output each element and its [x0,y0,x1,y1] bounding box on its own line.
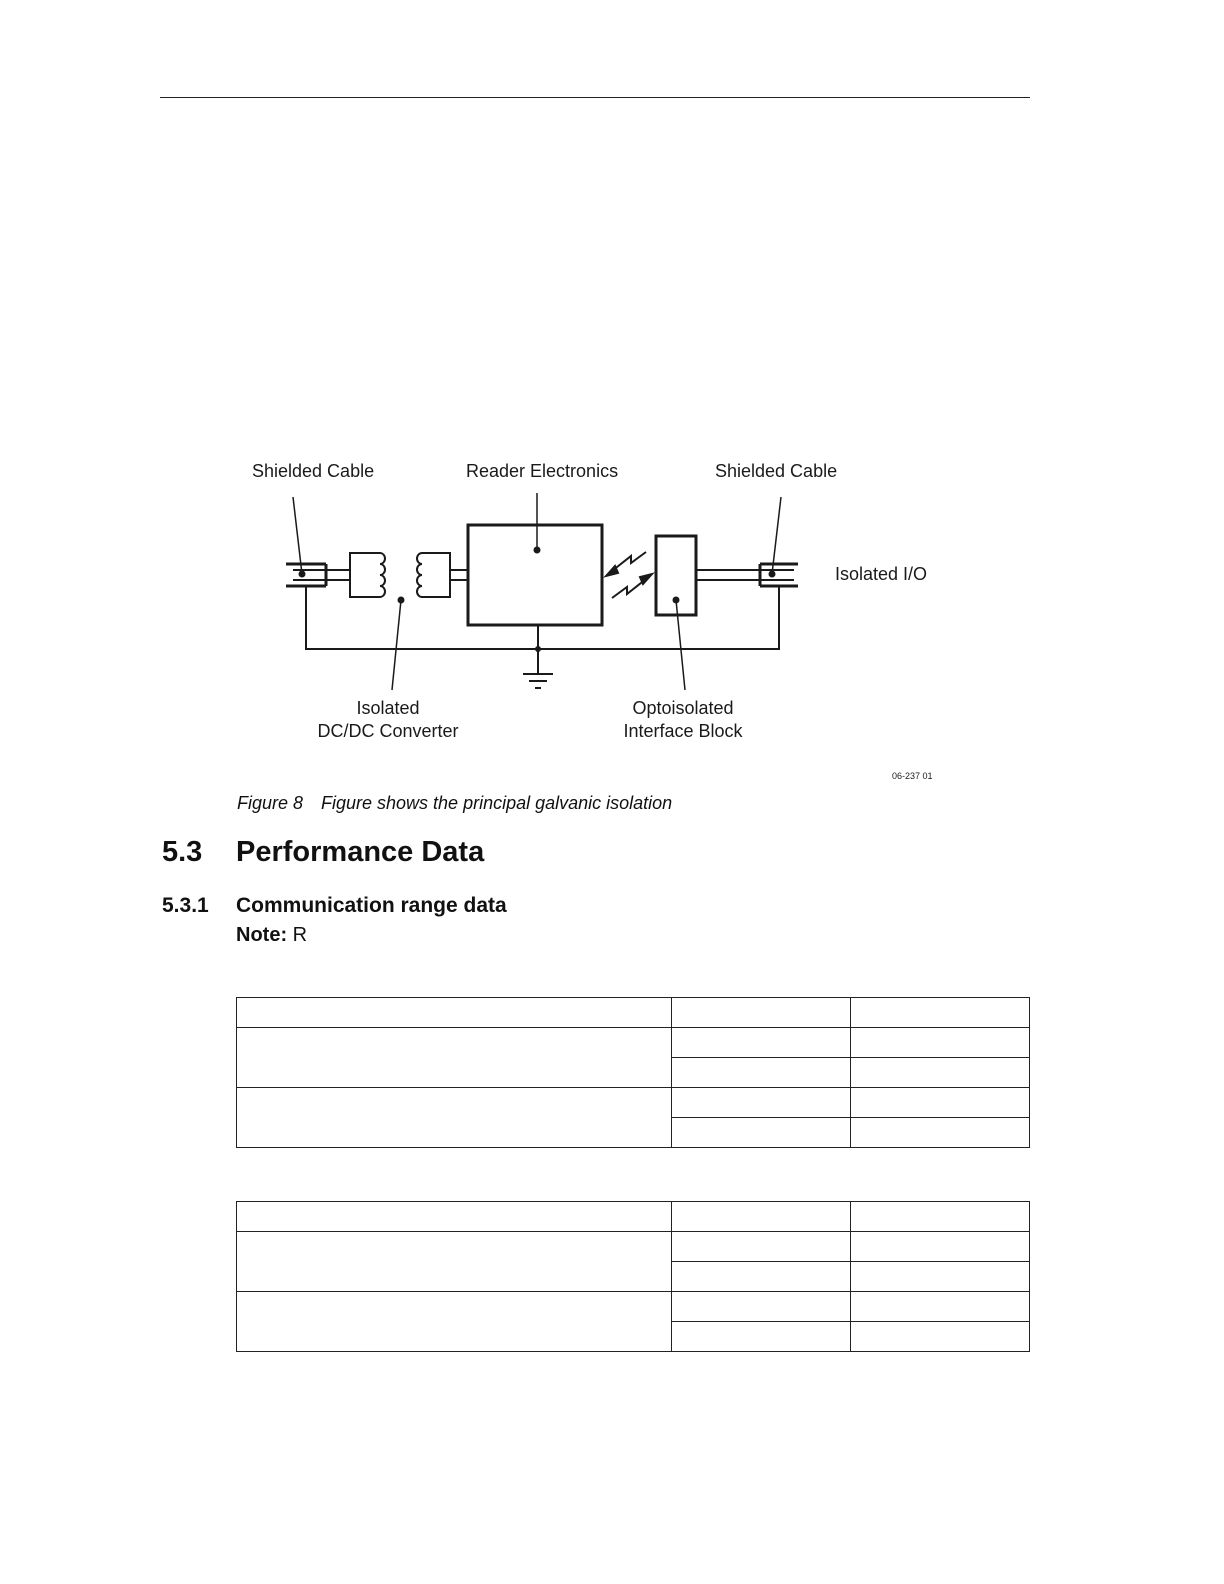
label-shielded-cable-left: Shielded Cable [252,461,375,481]
table-cell [237,1088,672,1148]
optical-link-arrows [606,552,652,598]
label-optoisolated: Optoisolated [632,698,734,718]
table-cell [851,1262,1030,1292]
label-isolated-io: Isolated I/O [835,564,928,584]
table-cell [672,1202,851,1232]
table-row [237,1292,1030,1322]
table-cell [672,1058,851,1088]
table-row [237,1232,1030,1262]
label-isolated: Isolated [356,698,420,718]
table-cell [237,1292,672,1352]
right-cable-connector [696,564,798,586]
section-title: Performance Data [236,836,485,868]
reader-electronics-box [468,525,602,625]
table-cell [672,998,851,1028]
left-cable-connector [286,564,350,586]
table-cell [237,1028,672,1088]
dcdc-transformer [350,553,468,597]
table-cell [237,1232,672,1292]
label-interface-block: Interface Block [623,721,743,741]
table-row [237,1088,1030,1118]
figure-caption [237,793,672,814]
table-cell [851,998,1030,1028]
note-label: Note: [236,924,288,946]
subsection-title: Communication range data [236,894,507,917]
table-cell [672,1232,851,1262]
table-row [237,1202,1030,1232]
section-heading [162,836,484,869]
ground-bus [306,586,779,688]
table-cell [851,1202,1030,1232]
table-cell [672,1118,851,1148]
table-cell [672,1322,851,1352]
table-cell [851,1088,1030,1118]
table-cell [851,1322,1030,1352]
table-cell [851,1118,1030,1148]
table-cell [672,1028,851,1058]
table-cell [851,1028,1030,1058]
table-cell [672,1262,851,1292]
subsection-number: 5.3.1 [162,894,209,917]
figure-caption-text: Figure shows the principal galvanic isolation [321,793,673,813]
table-row [237,1028,1030,1058]
diagram-labels [252,461,933,781]
note-text: R [287,924,308,946]
table-cell [672,1088,851,1118]
table-cell [237,1202,672,1232]
range-table-1 [236,997,1030,1148]
range-table-2 [236,1201,1030,1352]
label-shielded-cable-right: Shielded Cable [715,461,838,481]
table-cell [851,1058,1030,1088]
label-reader-electronics: Reader Electronics [466,461,619,481]
figure-number: Figure 8 [237,793,304,813]
subsection-heading [162,894,507,918]
section-number: 5.3 [162,836,203,868]
table-cell [851,1292,1030,1322]
note-line [236,924,307,947]
table-cell [851,1232,1030,1262]
figure-code: 06-237 01 [892,771,933,781]
table-cell [672,1292,851,1322]
table-cell [237,998,672,1028]
table-row [237,998,1030,1028]
label-dcdc-converter: DC/DC Converter [317,721,459,741]
